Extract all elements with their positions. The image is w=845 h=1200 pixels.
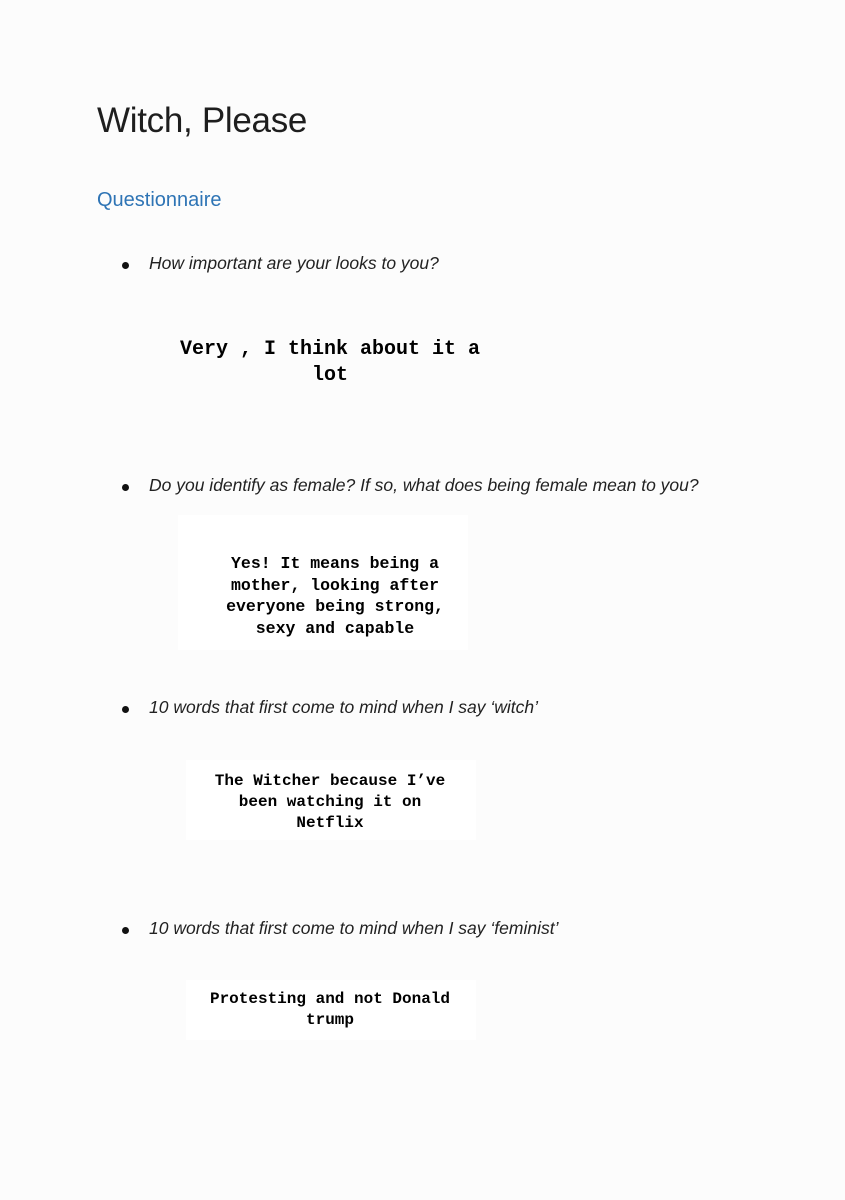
question-item [122,253,722,277]
answer-text: Protesting and not Donald trump [209,990,451,1029]
answer-text: The Witcher because I’ve been watching it on Netflix [214,772,446,832]
question-item [122,475,742,499]
bullet-icon [122,706,129,713]
question-item [122,697,622,721]
bullet-icon [122,484,129,491]
question-text: 10 words that first come to mind when I say ‘feminist’ [149,918,559,938]
section-heading: Questionnaire [97,189,222,211]
answer-text: Yes! It means being a mother, looking after everyone being strong, sexy and capable [226,554,444,638]
question-text: Do you identify as female? If so, what does being female mean to you? [149,475,699,495]
bullet-icon [122,262,129,269]
question-item [122,918,642,942]
answer-text: Very , I think about it a lot [179,338,481,387]
question-text: How important are your looks to you? [149,253,439,273]
bullet-icon [122,927,129,934]
question-text: 10 words that first come to mind when I say ‘witch’ [149,697,539,717]
document-title: Witch, Please [97,101,308,140]
